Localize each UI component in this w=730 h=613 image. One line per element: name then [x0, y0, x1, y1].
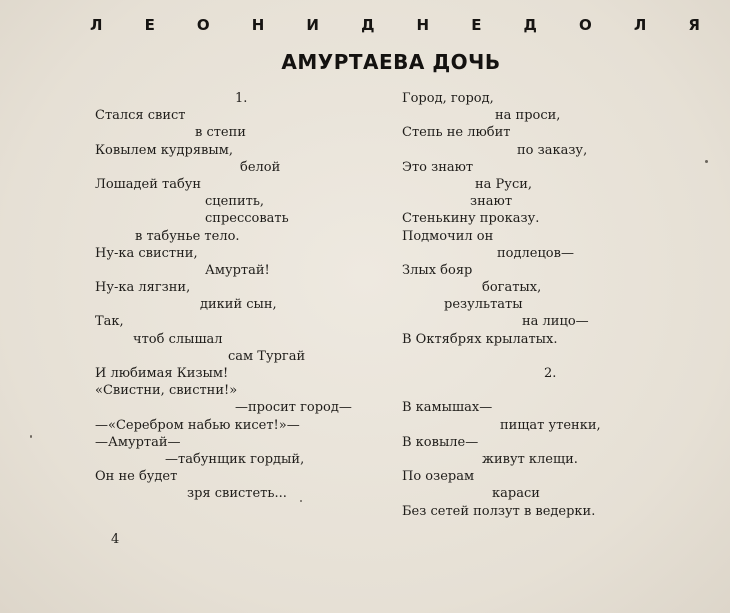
poem-line: Амуртай!	[205, 262, 270, 278]
poem-line: зря свистеть...	[187, 486, 287, 502]
poem-line: Он не будет	[95, 469, 178, 485]
author-letter: О	[196, 16, 210, 34]
author-letter: И	[306, 16, 319, 34]
paper-speck	[705, 160, 708, 163]
author-letter: Л	[90, 16, 103, 34]
poem-line: на проси,	[495, 108, 561, 124]
poem-line: «Свистни, свистни!»	[95, 383, 238, 399]
paper-speck	[300, 500, 302, 502]
poem-line: спрессовать	[205, 211, 289, 227]
poem-line: знают	[470, 194, 513, 210]
author-letter: Е	[471, 16, 482, 34]
right-column	[402, 90, 712, 520]
poem-line: Без сетей ползут в ведерки.	[402, 503, 596, 519]
poem-line: Ковылем кудрявым,	[95, 142, 233, 158]
poem-line: на Руси,	[475, 176, 533, 192]
poem-line: В Октябрях крылатых.	[402, 331, 558, 347]
poem-line: Это знают	[402, 159, 474, 175]
author-letter: О	[578, 16, 592, 34]
poem-line: Степь не любит	[402, 125, 511, 141]
poem-line: живут клещи.	[482, 451, 578, 467]
poem-line: —табунщик гордый,	[165, 451, 305, 467]
poem-line: —«Серебром набью кисет!»—	[95, 417, 300, 433]
poem-line: В ковыле—	[402, 434, 479, 450]
poem-line: Злых бояр	[402, 262, 473, 278]
poem-line: Город, город,	[402, 91, 494, 106]
poem-line: Стенькину проказу.	[402, 211, 540, 227]
poem-line: богатых,	[482, 280, 542, 296]
poem-line: 1.	[235, 91, 248, 106]
author-letter: Я	[688, 16, 700, 34]
poem-line: Лошадей табун	[95, 176, 202, 192]
poem-line: чтоб слышал	[133, 331, 223, 347]
author-letter: Н	[251, 16, 265, 34]
poem-line: Стался свист	[95, 108, 186, 124]
poem-line: пищат утенки,	[500, 417, 601, 433]
poem-line: И любимая Кизым!	[95, 366, 229, 381]
poem-line: белой	[240, 159, 281, 175]
author-letter: Н	[416, 16, 430, 34]
poem-line: в степи	[195, 125, 246, 141]
page-number: 4	[111, 532, 120, 547]
poem-line: В камышах—	[402, 400, 493, 416]
author-letter: Д	[361, 16, 375, 34]
poem-line: Подмочил он	[402, 228, 494, 244]
poem-line: —Амуртай—	[95, 434, 181, 450]
author-letter: Д	[523, 16, 537, 34]
poem-line: 2.	[544, 366, 557, 381]
left-column	[95, 90, 395, 503]
poem-line: сам Тургай	[228, 348, 306, 364]
poem-line: дикий сын,	[200, 297, 277, 313]
author-name	[90, 16, 700, 34]
poem-line: Ну-ка лягзни,	[95, 280, 191, 296]
poem-line: По озерам	[402, 469, 475, 485]
author-letter: Л	[633, 16, 647, 34]
poem-line: Ну-ка свистни,	[95, 245, 198, 261]
poem-title: АМУРТАЕВА ДОЧЬ	[281, 50, 501, 74]
poem-line: Так,	[95, 314, 124, 330]
poem-line	[402, 348, 712, 365]
poem-line: сцепить,	[205, 194, 265, 210]
poem-line: по заказу,	[517, 142, 588, 158]
poem-line: подлецов—	[497, 245, 574, 261]
poem-line: на лицо—	[522, 314, 589, 330]
poem-line: в табунье тело.	[135, 228, 240, 244]
poem-line: —просит город—	[235, 400, 352, 416]
poem-line	[402, 382, 712, 399]
poem-line: караси	[492, 486, 540, 502]
paper-speck	[30, 435, 32, 438]
author-letter: Е	[144, 16, 155, 34]
poem-line: результаты	[444, 297, 523, 313]
